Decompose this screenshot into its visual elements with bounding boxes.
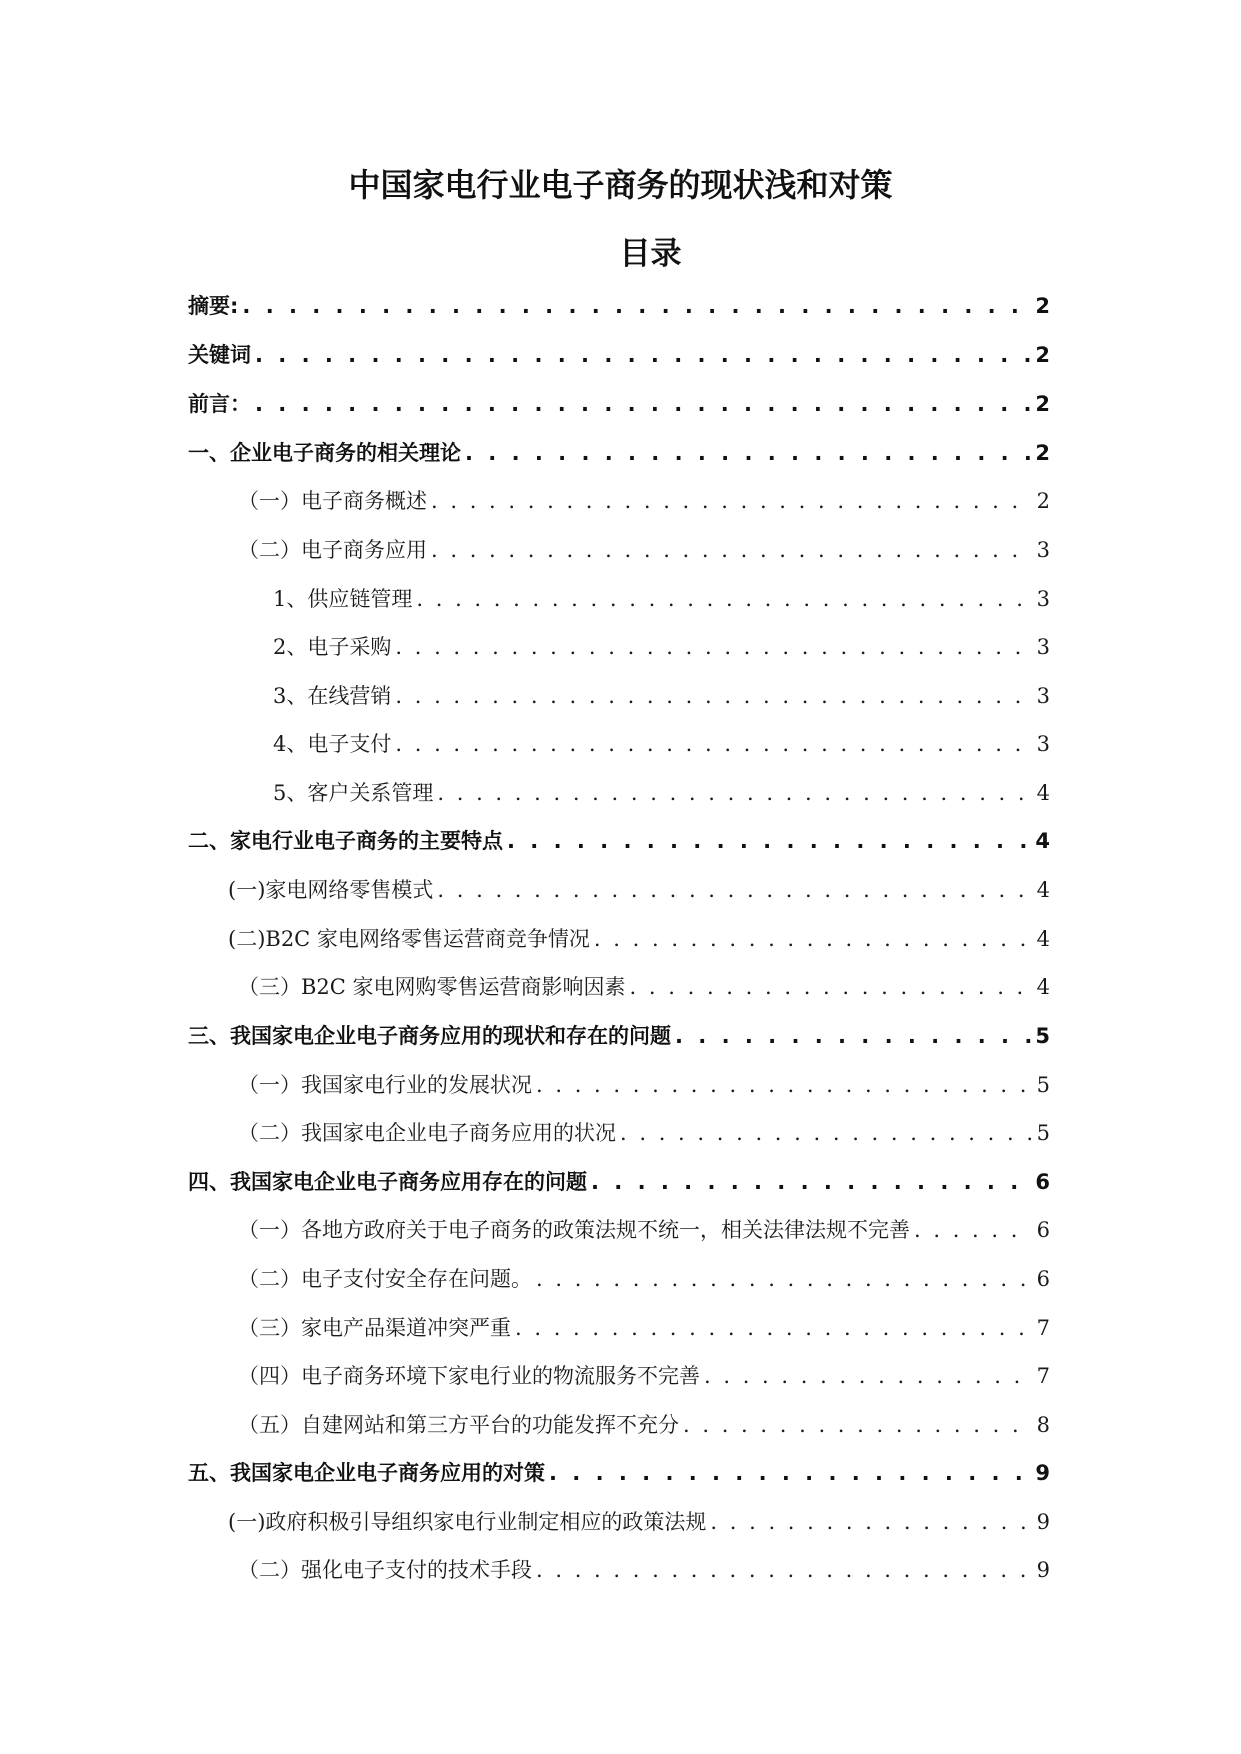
toc-leader-dots (594, 924, 1032, 954)
toc-entry-label: 关键词 (188, 343, 251, 367)
toc-entry-label: （五）自建网站和第三方平台的功能发挥不充分 (238, 1413, 679, 1437)
toc-entry-label: 二、家电行业电子商务的主要特点 (188, 829, 503, 853)
toc-entry[interactable] (238, 972, 1050, 1002)
toc-entry[interactable] (188, 826, 1050, 856)
toc-entry-page-number: 3 (1036, 635, 1050, 659)
toc-entry[interactable] (273, 681, 1050, 711)
toc-leader-dots (515, 1313, 1032, 1343)
toc-leader-dots (255, 340, 1031, 370)
toc-entry-label: （一）各地方政府关于电子商务的政策法规不统一，相关法律法规不完善 (238, 1218, 910, 1242)
toc-entry[interactable] (228, 875, 1050, 905)
toc-entry-page-number: 6 (1035, 1170, 1050, 1194)
toc-leader-dots (465, 438, 1031, 468)
toc-entry[interactable] (188, 1458, 1050, 1488)
document-title: 中国家电行业电子商务的现状浅和对策 (348, 166, 893, 204)
toc-entry-page-number: 5 (1036, 1073, 1050, 1097)
toc-entry-page-number: 3 (1036, 732, 1050, 756)
toc-leader-dots (620, 1118, 1032, 1148)
toc-entry-page-number: 8 (1036, 1413, 1050, 1437)
toc-entry-label: （三）B2C 家电网购零售运营商影响因素 (238, 975, 626, 999)
toc-leader-dots (549, 1458, 1031, 1488)
toc-entry-page-number: 6 (1036, 1267, 1050, 1291)
toc-entry-page-number: 9 (1036, 1510, 1050, 1534)
toc-entry-page-number: 6 (1036, 1218, 1050, 1242)
toc-entry-page-number: 7 (1036, 1364, 1050, 1388)
toc-entry[interactable] (188, 438, 1050, 468)
toc-entry-page-number: 4 (1036, 927, 1050, 951)
toc-entry-page-number: 2 (1035, 441, 1050, 465)
toc-entry[interactable] (238, 1555, 1050, 1585)
toc-entry-label: （二）我国家电企业电子商务应用的状况 (238, 1121, 616, 1145)
toc-entry-page-number: 3 (1036, 684, 1050, 708)
toc-entry[interactable] (238, 486, 1050, 516)
toc-entry[interactable] (273, 584, 1050, 614)
toc-leader-dots (431, 535, 1032, 565)
toc-entry-page-number: 4 (1036, 781, 1050, 805)
toc-leader-dots (395, 729, 1032, 759)
toc-entry-label: （二）电子支付安全存在问题。 (238, 1267, 532, 1291)
toc-entry-page-number: 3 (1036, 538, 1050, 562)
toc-leader-dots (416, 584, 1032, 614)
toc-entry-label: （四）电子商务环境下家电行业的物流服务不完善 (238, 1364, 700, 1388)
toc-entry-label: 前言： (188, 392, 251, 416)
toc-entry[interactable] (238, 1313, 1050, 1343)
toc-leader-dots (255, 389, 1031, 419)
toc-entry-page-number: 5 (1035, 1024, 1050, 1048)
toc-entry-label: 1、供应链管理 (273, 587, 413, 611)
toc-entry-label: 3、在线营销 (273, 684, 392, 708)
toc-entry-label: 4、电子支付 (273, 732, 392, 756)
toc-leader-dots (704, 1361, 1032, 1391)
toc-leader-dots (395, 681, 1032, 711)
toc-leader-dots (591, 1167, 1031, 1197)
toc-entry-label: 5、客户关系管理 (273, 781, 434, 805)
toc-entry-page-number: 4 (1036, 878, 1050, 902)
toc-entry-label: （三）家电产品渠道冲突严重 (238, 1316, 511, 1340)
toc-entry[interactable] (238, 1264, 1050, 1294)
toc-entry-label: 摘要: (188, 294, 239, 318)
toc-entry-label: (一)家电网络零售模式 (228, 878, 434, 902)
toc-entry[interactable] (238, 1118, 1050, 1148)
toc-entry[interactable] (238, 1361, 1050, 1391)
toc-leader-dots (536, 1070, 1032, 1100)
toc-entry[interactable] (188, 389, 1050, 419)
toc-entry[interactable] (273, 729, 1050, 759)
toc-entry[interactable] (228, 1507, 1050, 1537)
toc-entry[interactable] (273, 632, 1050, 662)
toc-entry-page-number: 4 (1035, 829, 1050, 853)
toc-leader-dots (437, 778, 1032, 808)
toc-entry[interactable] (238, 1070, 1050, 1100)
toc-entry-label: 2、电子采购 (273, 635, 392, 659)
toc-entry[interactable] (188, 1021, 1050, 1051)
toc-entry-label: (一)政府积极引导组织家电行业制定相应的政策法规 (228, 1510, 707, 1534)
toc-entry-page-number: 5 (1036, 1121, 1050, 1145)
toc-entry[interactable] (228, 924, 1050, 954)
toc-entry[interactable] (188, 340, 1050, 370)
toc-entry[interactable] (273, 778, 1050, 808)
toc-entry-page-number: 9 (1036, 1558, 1050, 1582)
toc-entry[interactable] (188, 1167, 1050, 1197)
toc-entry-page-number: 9 (1035, 1461, 1050, 1485)
toc-leader-dots (437, 875, 1032, 905)
toc-leader-dots (242, 291, 1031, 321)
toc-entry[interactable] (238, 535, 1050, 565)
toc-entry-label: 一、企业电子商务的相关理论 (188, 441, 461, 465)
toc-leader-dots (536, 1555, 1032, 1585)
toc-entry-label: (二)B2C 家电网络零售运营商竞争情况 (228, 927, 590, 951)
toc-entry-page-number: 4 (1036, 975, 1050, 999)
toc-entry-label: 五、我国家电企业电子商务应用的对策 (188, 1461, 545, 1485)
toc-entry[interactable] (188, 291, 1050, 321)
toc-entry[interactable] (238, 1410, 1050, 1440)
toc-entry-page-number: 3 (1036, 587, 1050, 611)
toc-entry-label: （二）电子商务应用 (238, 538, 427, 562)
toc-leader-dots (431, 486, 1032, 516)
toc-entry-page-number: 2 (1036, 489, 1050, 513)
toc-entry-page-number: 7 (1036, 1316, 1050, 1340)
toc-leader-dots (507, 826, 1031, 856)
toc-leader-dots (914, 1215, 1032, 1245)
toc-entry-label: （一）电子商务概述 (238, 489, 427, 513)
toc-entry-label: 四、我国家电企业电子商务应用存在的问题 (188, 1170, 587, 1194)
toc-entry-label: （二）强化电子支付的技术手段 (238, 1558, 532, 1582)
toc-leader-dots (710, 1507, 1032, 1537)
toc-entry[interactable] (238, 1215, 1050, 1245)
toc-leader-dots (536, 1264, 1032, 1294)
toc-entry-page-number: 2 (1035, 343, 1050, 367)
toc-entry-page-number: 2 (1035, 294, 1050, 318)
toc-heading: 目录 (619, 236, 682, 272)
toc-leader-dots (675, 1021, 1031, 1051)
toc-entry-page-number: 2 (1035, 392, 1050, 416)
toc-leader-dots (395, 632, 1032, 662)
toc-entry-label: 三、我国家电企业电子商务应用的现状和存在的问题 (188, 1024, 671, 1048)
toc-leader-dots (630, 972, 1032, 1002)
toc-leader-dots (683, 1410, 1032, 1440)
toc-entry-label: （一）我国家电行业的发展状况 (238, 1073, 532, 1097)
